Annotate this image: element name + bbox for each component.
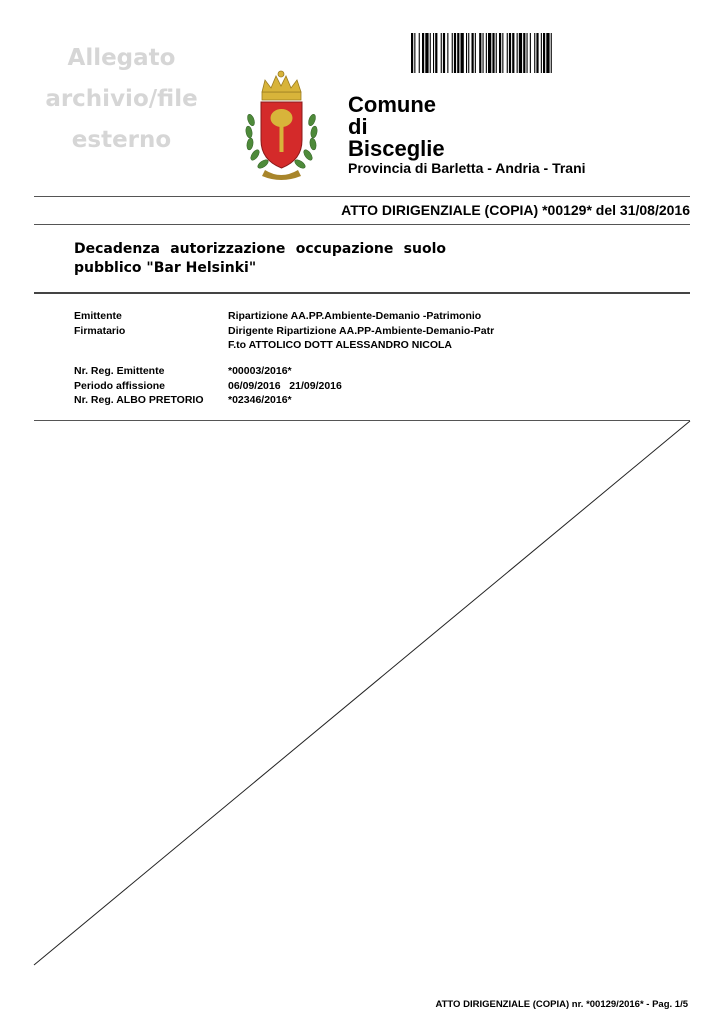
barcode-bar bbox=[422, 33, 424, 73]
barcode-bar bbox=[551, 33, 552, 73]
barcode-bar bbox=[457, 33, 459, 73]
barcode-bar bbox=[433, 33, 434, 73]
barcode-bar bbox=[435, 33, 437, 73]
barcode-bar bbox=[496, 33, 497, 73]
barcode-bar bbox=[492, 33, 494, 73]
barcode-bar bbox=[430, 33, 431, 73]
divider-meta bbox=[34, 420, 690, 421]
barcode-bar bbox=[414, 33, 415, 73]
firmatario-signature: F.to ATTOLICO DOTT ALESSANDRO NICOLA bbox=[228, 339, 452, 351]
barcode-bar bbox=[475, 33, 476, 73]
barcode-bar bbox=[509, 33, 511, 73]
emittente-label: Emittente bbox=[74, 310, 122, 322]
comune-line-2: di bbox=[348, 114, 368, 139]
barcode-bar bbox=[425, 33, 428, 73]
nr-reg-emittente-value: *00003/2016* bbox=[228, 365, 292, 377]
divider-title bbox=[34, 224, 690, 225]
comune-line-1: Comune bbox=[348, 92, 436, 117]
barcode-bar bbox=[536, 33, 538, 73]
barcode-bar bbox=[411, 33, 413, 73]
barcode-bar bbox=[502, 33, 503, 73]
firmatario-label-blank bbox=[74, 338, 228, 353]
barcode-bar bbox=[454, 33, 456, 73]
meta-row-emittente bbox=[74, 309, 494, 324]
meta-row-firmatario bbox=[74, 324, 494, 339]
barcode-bar bbox=[541, 33, 542, 73]
meta-row-firmatario-2 bbox=[74, 338, 494, 353]
barcode-bar bbox=[452, 33, 453, 73]
barcode-bar bbox=[517, 33, 518, 73]
document-barcode bbox=[411, 33, 636, 73]
barcode-bar bbox=[443, 33, 445, 73]
barcode-bar bbox=[523, 33, 525, 73]
watermark-line-1: Allegato bbox=[67, 45, 176, 71]
meta-row-albo bbox=[74, 393, 342, 408]
page-footer: ATTO DIRIGENZIALE (COPIA) nr. *00129/2016* - Pag. 1/5 bbox=[435, 999, 688, 1010]
emittente-value: Ripartizione AA.PP.Ambiente-Demanio -Patrimonio bbox=[228, 310, 482, 322]
divider-subject bbox=[34, 292, 690, 294]
barcode-bar bbox=[479, 33, 481, 73]
barcode-bar bbox=[530, 33, 531, 73]
firmatario-label: Firmatario bbox=[74, 324, 126, 337]
barcode-bar bbox=[419, 33, 420, 73]
comune-heading bbox=[348, 94, 445, 160]
document-subject: Decadenza autorizzazione occupazione suolo pubblico "Bar Helsinki" bbox=[74, 241, 446, 276]
meta-row-nr-reg-emittente bbox=[74, 364, 342, 379]
barcode-bar bbox=[461, 33, 464, 73]
firmatario-value: Dirigente Ripartizione AA.PP-Ambiente-Demanio-Patr bbox=[228, 324, 495, 337]
barcode-bar bbox=[447, 33, 448, 73]
barcode-bar bbox=[488, 33, 491, 73]
barcode-bar bbox=[499, 33, 501, 73]
barcode-bar bbox=[527, 33, 528, 73]
divider-top bbox=[34, 196, 690, 197]
barcode-bar bbox=[441, 33, 442, 73]
barcode-bar bbox=[534, 33, 535, 73]
barcode-bar bbox=[483, 33, 484, 73]
meta-row-periodo bbox=[74, 379, 342, 394]
barcode-bar bbox=[472, 33, 474, 73]
atto-title: ATTO DIRIGENZIALE (COPIA) *00129* del 31/08/2016 bbox=[341, 202, 690, 218]
periodo-label: Periodo affissione bbox=[74, 379, 166, 392]
nr-reg-emittente-label: Nr. Reg. Emittente bbox=[74, 365, 165, 377]
municipal-crest-logo bbox=[243, 70, 320, 182]
barcode-bar bbox=[546, 33, 549, 73]
meta-block-issuer bbox=[74, 309, 494, 353]
barcode-bar bbox=[468, 33, 469, 73]
periodo-value: 06/09/2016 21/09/2016 bbox=[228, 379, 342, 392]
barcode-bar bbox=[519, 33, 522, 73]
barcode-bar bbox=[507, 33, 508, 73]
attachment-watermark bbox=[34, 38, 209, 161]
albo-value: *02346/2016* bbox=[228, 394, 292, 406]
barcode-bar bbox=[486, 33, 487, 73]
barcode-bar bbox=[466, 33, 467, 73]
meta-block-registry bbox=[74, 364, 342, 408]
provincia-subtitle: Provincia di Barletta - Andria - Trani bbox=[348, 160, 586, 176]
barcode-bar bbox=[512, 33, 514, 73]
comune-line-3: Bisceglie bbox=[348, 136, 445, 161]
barcode-bar bbox=[543, 33, 545, 73]
watermark-line-2: archivio/file bbox=[45, 86, 198, 112]
albo-label: Nr. Reg. ALBO PRETORIO bbox=[74, 394, 204, 406]
watermark-line-3: esterno bbox=[71, 127, 172, 153]
